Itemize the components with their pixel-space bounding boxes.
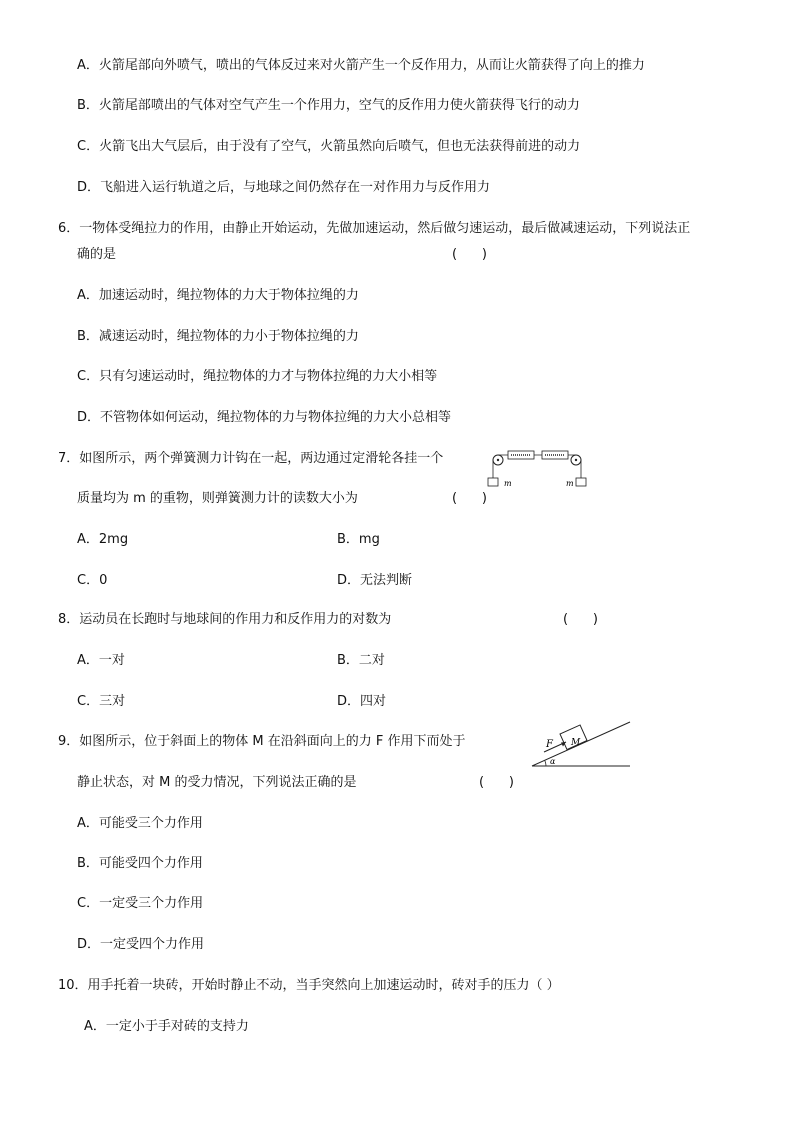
q7-option-d[interactable]: D．无法判断 [337, 573, 413, 588]
q7-pulley-figure [486, 448, 596, 492]
left-mass-label: m [504, 479, 512, 488]
q7-option-b[interactable]: B．mg [337, 532, 380, 547]
q9-answer-paren[interactable]: ( ) [479, 775, 514, 790]
q8-stem: 8．运动员在长跑时与地球间的作用力和反作用力的对数为 [58, 612, 392, 627]
q6-stem-line1: 6．一物体受绳拉力的作用，由静止开始运动，先做加速运动，然后做匀速运动，最后做减速运动，下列说法正 [58, 221, 691, 236]
q10-stem: 10．用手托着一块砖，开始时静止不动，当手突然向上加速运动时，砖对手的压力（ ） [58, 978, 560, 993]
q9-option-b[interactable]: B．可能受四个力作用 [77, 856, 203, 871]
q9-option-d[interactable]: D．一定受四个力作用 [77, 937, 205, 952]
q10-option-a[interactable]: A．一定小于手对砖的支持力 [84, 1019, 249, 1034]
right-mass [576, 478, 586, 486]
q7-stem-line2: 质量均为 m 的重物，则弹簧测力计的读数大小为 [77, 491, 358, 506]
q8-option-a[interactable]: A．一对 [77, 653, 125, 668]
q8-option-b[interactable]: B．二对 [337, 653, 385, 668]
q7-option-a[interactable]: A．2mg [77, 532, 129, 547]
block-label: M [571, 738, 581, 748]
right-mass-label: m [566, 479, 574, 488]
q8-option-d[interactable]: D．四对 [337, 694, 387, 709]
angle-label: α [550, 757, 556, 766]
q7-answer-paren[interactable]: ( ) [452, 491, 487, 506]
left-mass [488, 478, 498, 486]
q9-stem-line2: 静止状态，对 M 的受力情况，下列说法正确的是 [77, 775, 357, 790]
angle-arc [545, 761, 546, 766]
q9-stem-line1: 9．如图所示，位于斜面上的物体 M 在沿斜面向上的力 F 作用下而处于 [58, 734, 466, 749]
q6-stem-line2: 确的是 [77, 247, 117, 262]
q9-option-a[interactable]: A．可能受三个力作用 [77, 816, 203, 831]
q5-option-b[interactable]: B．火箭尾部喷出的气体对空气产生一个作用力，空气的反作用力使火箭获得飞行的动力 [77, 98, 580, 113]
q6-option-d[interactable]: D．不管物体如何运动，绳拉物体的力与物体拉绳的力大小总相等 [77, 410, 452, 425]
q8-answer-paren[interactable]: ( ) [563, 612, 598, 627]
q6-option-b[interactable]: B．减速运动时，绳拉物体的力小于物体拉绳的力 [77, 329, 359, 344]
q9-incline-figure [528, 718, 634, 772]
q5-option-d[interactable]: D．飞船进入运行轨道之后，与地球之间仍然存在一对作用力与反作用力 [77, 180, 491, 195]
q7-option-c[interactable]: C．0 [77, 573, 108, 588]
q9-option-c[interactable]: C．一定受三个力作用 [77, 896, 204, 911]
q5-option-a[interactable]: A．火箭尾部向外喷气，喷出的气体反过来对火箭产生一个反作用力，从而让火箭获得了向上的推力 [77, 58, 645, 73]
q5-option-c[interactable]: C．火箭飞出大气层后，由于没有了空气，火箭虽然向后喷气，但也无法获得前进的动力 [77, 139, 581, 154]
q8-option-c[interactable]: C．三对 [77, 694, 126, 709]
q6-answer-paren[interactable]: ( ) [452, 247, 487, 262]
force-label: F [546, 739, 553, 750]
q6-option-a[interactable]: A．加速运动时，绳拉物体的力大于物体拉绳的力 [77, 288, 359, 303]
q6-option-c[interactable]: C．只有匀速运动时，绳拉物体的力才与物体拉绳的力大小相等 [77, 369, 438, 384]
q7-stem-line1: 7．如图所示，两个弹簧测力计钩在一起，两边通过定滑轮各挂一个 [58, 451, 444, 466]
